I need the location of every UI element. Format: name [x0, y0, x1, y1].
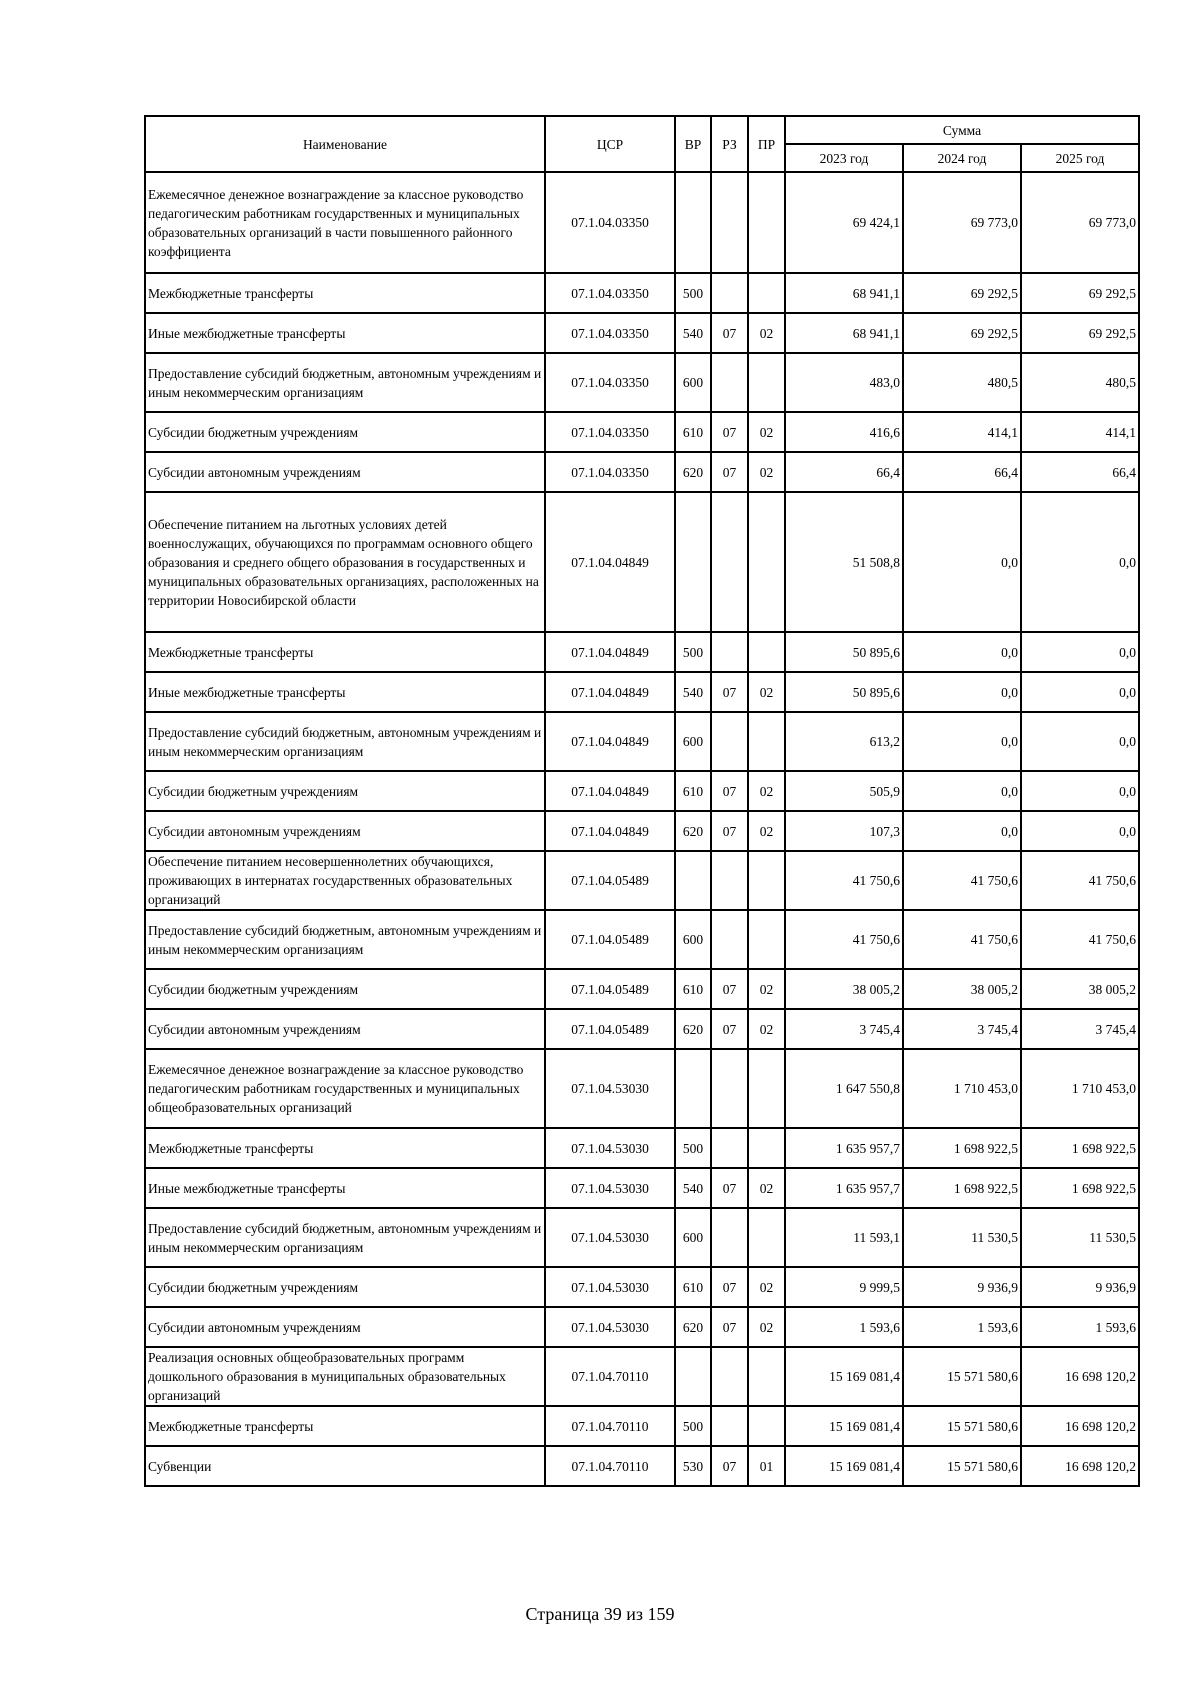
table-row — [145, 1307, 1139, 1347]
cell-vr — [675, 1347, 711, 1406]
cell-2023: 38 005,2 — [785, 969, 903, 1009]
cell-2023: 107,3 — [785, 811, 903, 851]
cell-2025: 69 292,5 — [1021, 313, 1139, 353]
cell-2023: 1 635 957,7 — [785, 1128, 903, 1168]
cell-2025: 0,0 — [1021, 632, 1139, 672]
cell-2025: 0,0 — [1021, 672, 1139, 712]
table-row — [145, 1128, 1139, 1168]
header-rz: РЗ — [711, 116, 748, 172]
cell-2023: 3 745,4 — [785, 1009, 903, 1049]
page-footer: Страница 39 из 159 — [525, 1604, 675, 1624]
cell-name: Субвенции — [145, 1446, 545, 1486]
cell-name: Предоставление субсидий бюджетным, автономным учреждениям и иным некоммерческим организациям — [145, 910, 545, 969]
cell-2024: 69 292,5 — [903, 273, 1021, 313]
cell-vr: 620 — [675, 452, 711, 492]
cell-csr: 07.1.04.53030 — [545, 1168, 675, 1208]
cell-2025: 41 750,6 — [1021, 910, 1139, 969]
cell-2023: 51 508,8 — [785, 492, 903, 632]
cell-2023: 11 593,1 — [785, 1208, 903, 1267]
cell-csr: 07.1.04.53030 — [545, 1128, 675, 1168]
table-row — [145, 851, 1139, 910]
cell-csr: 07.1.04.53030 — [545, 1049, 675, 1128]
cell-vr — [675, 492, 711, 632]
cell-pr — [748, 273, 785, 313]
table-row — [145, 172, 1139, 273]
header-2024: 2024 год — [903, 144, 1021, 172]
cell-csr: 07.1.04.03350 — [545, 273, 675, 313]
cell-rz: 07 — [711, 1168, 748, 1208]
cell-name: Межбюджетные трансферты — [145, 273, 545, 313]
cell-pr: 02 — [748, 1307, 785, 1347]
cell-vr — [675, 1049, 711, 1128]
cell-csr: 07.1.04.05489 — [545, 910, 675, 969]
cell-csr: 07.1.04.04849 — [545, 771, 675, 811]
header-sum: Сумма — [785, 116, 1139, 144]
cell-name: Субсидии автономным учреждениям — [145, 452, 545, 492]
cell-pr: 02 — [748, 969, 785, 1009]
cell-2025: 1 698 922,5 — [1021, 1128, 1139, 1168]
header-2023: 2023 год — [785, 144, 903, 172]
cell-vr: 530 — [675, 1446, 711, 1486]
table-row — [145, 273, 1139, 313]
cell-2025: 3 745,4 — [1021, 1009, 1139, 1049]
cell-pr — [748, 712, 785, 771]
cell-2023: 15 169 081,4 — [785, 1347, 903, 1406]
table-row — [145, 1406, 1139, 1446]
table-row — [145, 1049, 1139, 1128]
cell-pr — [748, 632, 785, 672]
cell-2024: 0,0 — [903, 712, 1021, 771]
cell-vr: 620 — [675, 1307, 711, 1347]
cell-csr: 07.1.04.03350 — [545, 412, 675, 452]
cell-name: Обеспечение питанием несовершеннолетних обучающихся, проживающих в интернатах государственных образовательных организаций — [145, 851, 545, 910]
cell-vr: 600 — [675, 1208, 711, 1267]
cell-rz — [711, 492, 748, 632]
header-vr: ВР — [675, 116, 711, 172]
cell-rz: 07 — [711, 1446, 748, 1486]
cell-pr: 02 — [748, 811, 785, 851]
cell-2025: 16 698 120,2 — [1021, 1446, 1139, 1486]
cell-vr: 500 — [675, 273, 711, 313]
cell-2023: 50 895,6 — [785, 672, 903, 712]
table-row — [145, 452, 1139, 492]
cell-pr — [748, 1049, 785, 1128]
cell-2024: 1 698 922,5 — [903, 1128, 1021, 1168]
cell-2024: 11 530,5 — [903, 1208, 1021, 1267]
cell-name: Субсидии бюджетным учреждениям — [145, 1267, 545, 1307]
table-row — [145, 910, 1139, 969]
cell-2025: 0,0 — [1021, 492, 1139, 632]
cell-2024: 41 750,6 — [903, 910, 1021, 969]
cell-2023: 15 169 081,4 — [785, 1446, 903, 1486]
cell-csr: 07.1.04.53030 — [545, 1307, 675, 1347]
cell-rz: 07 — [711, 313, 748, 353]
cell-pr — [748, 353, 785, 412]
cell-name: Межбюджетные трансферты — [145, 1128, 545, 1168]
cell-csr: 07.1.04.70110 — [545, 1446, 675, 1486]
cell-rz — [711, 910, 748, 969]
cell-2025: 69 292,5 — [1021, 273, 1139, 313]
cell-vr: 620 — [675, 811, 711, 851]
cell-pr — [748, 1208, 785, 1267]
cell-name: Субсидии бюджетным учреждениям — [145, 412, 545, 452]
cell-rz — [711, 172, 748, 273]
cell-2025: 16 698 120,2 — [1021, 1406, 1139, 1446]
cell-2024: 69 292,5 — [903, 313, 1021, 353]
cell-2023: 69 424,1 — [785, 172, 903, 273]
cell-pr: 02 — [748, 672, 785, 712]
cell-name: Субсидии автономным учреждениям — [145, 811, 545, 851]
table-row — [145, 1208, 1139, 1267]
cell-rz: 07 — [711, 771, 748, 811]
cell-pr: 02 — [748, 452, 785, 492]
cell-2025: 1 698 922,5 — [1021, 1168, 1139, 1208]
cell-name: Реализация основных общеобразовательных программ дошкольного образования в муниципальных образовательных организаций — [145, 1347, 545, 1406]
table-body — [145, 172, 1139, 1486]
cell-rz — [711, 712, 748, 771]
header-pr: ПР — [748, 116, 785, 172]
cell-2024: 480,5 — [903, 353, 1021, 412]
cell-csr: 07.1.04.04849 — [545, 712, 675, 771]
cell-csr: 07.1.04.03350 — [545, 353, 675, 412]
cell-2023: 1 647 550,8 — [785, 1049, 903, 1128]
cell-2023: 416,6 — [785, 412, 903, 452]
cell-pr — [748, 1347, 785, 1406]
cell-name: Ежемесячное денежное вознаграждение за классное руководство педагогическим работникам государственных и муниципальных образовательных организаций в части повышенного районного коэффициента — [145, 172, 545, 273]
cell-name: Ежемесячное денежное вознаграждение за классное руководство педагогическим работникам государственных и муниципальных общеобразовательных организаций — [145, 1049, 545, 1128]
table-row — [145, 771, 1139, 811]
cell-name: Субсидии бюджетным учреждениям — [145, 969, 545, 1009]
cell-rz: 07 — [711, 452, 748, 492]
cell-csr: 07.1.04.03350 — [545, 313, 675, 353]
cell-2023: 68 941,1 — [785, 273, 903, 313]
cell-2024: 0,0 — [903, 492, 1021, 632]
cell-2024: 15 571 580,6 — [903, 1446, 1021, 1486]
cell-vr: 540 — [675, 672, 711, 712]
cell-vr: 500 — [675, 1406, 711, 1446]
cell-pr: 02 — [748, 1168, 785, 1208]
cell-rz — [711, 632, 748, 672]
cell-rz: 07 — [711, 1267, 748, 1307]
table-row — [145, 969, 1139, 1009]
cell-name: Предоставление субсидий бюджетным, автономным учреждениям и иным некоммерческим организациям — [145, 353, 545, 412]
cell-rz — [711, 851, 748, 910]
cell-vr — [675, 851, 711, 910]
table-row — [145, 1446, 1139, 1486]
cell-2023: 41 750,6 — [785, 851, 903, 910]
cell-csr: 07.1.04.70110 — [545, 1347, 675, 1406]
table-row — [145, 712, 1139, 771]
table-row — [145, 492, 1139, 632]
cell-2025: 414,1 — [1021, 412, 1139, 452]
cell-2024: 1 698 922,5 — [903, 1168, 1021, 1208]
cell-vr — [675, 172, 711, 273]
table-row — [145, 1168, 1139, 1208]
cell-rz — [711, 1347, 748, 1406]
cell-csr: 07.1.04.05489 — [545, 851, 675, 910]
cell-2023: 613,2 — [785, 712, 903, 771]
cell-2024: 1 593,6 — [903, 1307, 1021, 1347]
cell-rz: 07 — [711, 412, 748, 452]
cell-2023: 505,9 — [785, 771, 903, 811]
cell-vr: 600 — [675, 353, 711, 412]
cell-name: Обеспечение питанием на льготных условиях детей военнослужащих, обучающихся по программам основного общего образования и среднего общего образования в государственных и муниципальных образовательных организациях, расположенных на территории Новосибирской области — [145, 492, 545, 632]
table-row — [145, 1267, 1139, 1307]
cell-vr: 610 — [675, 771, 711, 811]
cell-vr: 610 — [675, 969, 711, 1009]
cell-pr: 01 — [748, 1446, 785, 1486]
cell-name: Иные межбюджетные трансферты — [145, 672, 545, 712]
cell-2024: 38 005,2 — [903, 969, 1021, 1009]
cell-vr: 500 — [675, 1128, 711, 1168]
cell-csr: 07.1.04.53030 — [545, 1267, 675, 1307]
cell-rz — [711, 1128, 748, 1168]
cell-2023: 1 593,6 — [785, 1307, 903, 1347]
cell-2024: 15 571 580,6 — [903, 1347, 1021, 1406]
cell-name: Межбюджетные трансферты — [145, 632, 545, 672]
cell-rz — [711, 1406, 748, 1446]
cell-2024: 66,4 — [903, 452, 1021, 492]
cell-rz — [711, 1049, 748, 1128]
cell-2023: 483,0 — [785, 353, 903, 412]
cell-csr: 07.1.04.53030 — [545, 1208, 675, 1267]
cell-2024: 414,1 — [903, 412, 1021, 452]
cell-pr — [748, 910, 785, 969]
cell-name: Межбюджетные трансферты — [145, 1406, 545, 1446]
cell-2025: 0,0 — [1021, 771, 1139, 811]
cell-vr: 500 — [675, 632, 711, 672]
header-2025: 2025 год — [1021, 144, 1139, 172]
cell-2024: 3 745,4 — [903, 1009, 1021, 1049]
cell-2023: 41 750,6 — [785, 910, 903, 969]
cell-2024: 0,0 — [903, 672, 1021, 712]
cell-vr: 600 — [675, 910, 711, 969]
cell-2025: 69 773,0 — [1021, 172, 1139, 273]
cell-vr: 600 — [675, 712, 711, 771]
cell-vr: 610 — [675, 412, 711, 452]
table-row — [145, 811, 1139, 851]
cell-csr: 07.1.04.04849 — [545, 811, 675, 851]
cell-2025: 38 005,2 — [1021, 969, 1139, 1009]
cell-csr: 07.1.04.04849 — [545, 492, 675, 632]
table-row — [145, 1009, 1139, 1049]
cell-2025: 16 698 120,2 — [1021, 1347, 1139, 1406]
cell-name: Субсидии бюджетным учреждениям — [145, 771, 545, 811]
cell-2024: 0,0 — [903, 771, 1021, 811]
cell-csr: 07.1.04.05489 — [545, 969, 675, 1009]
cell-csr: 07.1.04.05489 — [545, 1009, 675, 1049]
cell-pr — [748, 172, 785, 273]
cell-rz: 07 — [711, 1307, 748, 1347]
cell-2025: 480,5 — [1021, 353, 1139, 412]
cell-2025: 41 750,6 — [1021, 851, 1139, 910]
cell-vr: 540 — [675, 313, 711, 353]
cell-pr — [748, 1128, 785, 1168]
cell-2025: 1 593,6 — [1021, 1307, 1139, 1347]
cell-pr: 02 — [748, 313, 785, 353]
header-name: Наименование — [145, 116, 545, 172]
cell-name: Иные межбюджетные трансферты — [145, 1168, 545, 1208]
cell-2024: 9 936,9 — [903, 1267, 1021, 1307]
cell-2024: 41 750,6 — [903, 851, 1021, 910]
cell-2025: 11 530,5 — [1021, 1208, 1139, 1267]
cell-2023: 9 999,5 — [785, 1267, 903, 1307]
cell-pr: 02 — [748, 771, 785, 811]
cell-name: Субсидии автономным учреждениям — [145, 1009, 545, 1049]
cell-2024: 1 710 453,0 — [903, 1049, 1021, 1128]
cell-name: Иные межбюджетные трансферты — [145, 313, 545, 353]
cell-2025: 66,4 — [1021, 452, 1139, 492]
cell-pr: 02 — [748, 1009, 785, 1049]
table-row — [145, 1347, 1139, 1406]
cell-rz: 07 — [711, 672, 748, 712]
table-row — [145, 632, 1139, 672]
cell-csr: 07.1.04.03350 — [545, 172, 675, 273]
cell-2024: 15 571 580,6 — [903, 1406, 1021, 1446]
cell-pr — [748, 1406, 785, 1446]
cell-csr: 07.1.04.70110 — [545, 1406, 675, 1446]
cell-csr: 07.1.04.04849 — [545, 672, 675, 712]
cell-2024: 0,0 — [903, 811, 1021, 851]
cell-name: Предоставление субсидий бюджетным, автономным учреждениям и иным некоммерческим организациям — [145, 712, 545, 771]
cell-name: Субсидии автономным учреждениям — [145, 1307, 545, 1347]
cell-vr: 620 — [675, 1009, 711, 1049]
cell-2024: 0,0 — [903, 632, 1021, 672]
cell-vr: 610 — [675, 1267, 711, 1307]
cell-pr: 02 — [748, 1267, 785, 1307]
cell-2025: 0,0 — [1021, 712, 1139, 771]
cell-rz: 07 — [711, 969, 748, 1009]
cell-2025: 1 710 453,0 — [1021, 1049, 1139, 1128]
cell-2025: 9 936,9 — [1021, 1267, 1139, 1307]
cell-pr — [748, 492, 785, 632]
cell-2023: 15 169 081,4 — [785, 1406, 903, 1446]
cell-rz — [711, 353, 748, 412]
cell-rz: 07 — [711, 811, 748, 851]
cell-name: Предоставление субсидий бюджетным, автономным учреждениям и иным некоммерческим организациям — [145, 1208, 545, 1267]
cell-2023: 66,4 — [785, 452, 903, 492]
cell-rz: 07 — [711, 1009, 748, 1049]
table-row — [145, 313, 1139, 353]
cell-rz — [711, 273, 748, 313]
table-row — [145, 412, 1139, 452]
cell-2023: 68 941,1 — [785, 313, 903, 353]
budget-table — [144, 115, 1140, 1487]
cell-vr: 540 — [675, 1168, 711, 1208]
cell-pr — [748, 851, 785, 910]
table-row — [145, 353, 1139, 412]
cell-csr: 07.1.04.03350 — [545, 452, 675, 492]
table-row — [145, 672, 1139, 712]
cell-2023: 1 635 957,7 — [785, 1168, 903, 1208]
cell-csr: 07.1.04.04849 — [545, 632, 675, 672]
cell-2024: 69 773,0 — [903, 172, 1021, 273]
cell-rz — [711, 1208, 748, 1267]
cell-2025: 0,0 — [1021, 811, 1139, 851]
cell-pr: 02 — [748, 412, 785, 452]
header-csr: ЦСР — [545, 116, 675, 172]
cell-2023: 50 895,6 — [785, 632, 903, 672]
